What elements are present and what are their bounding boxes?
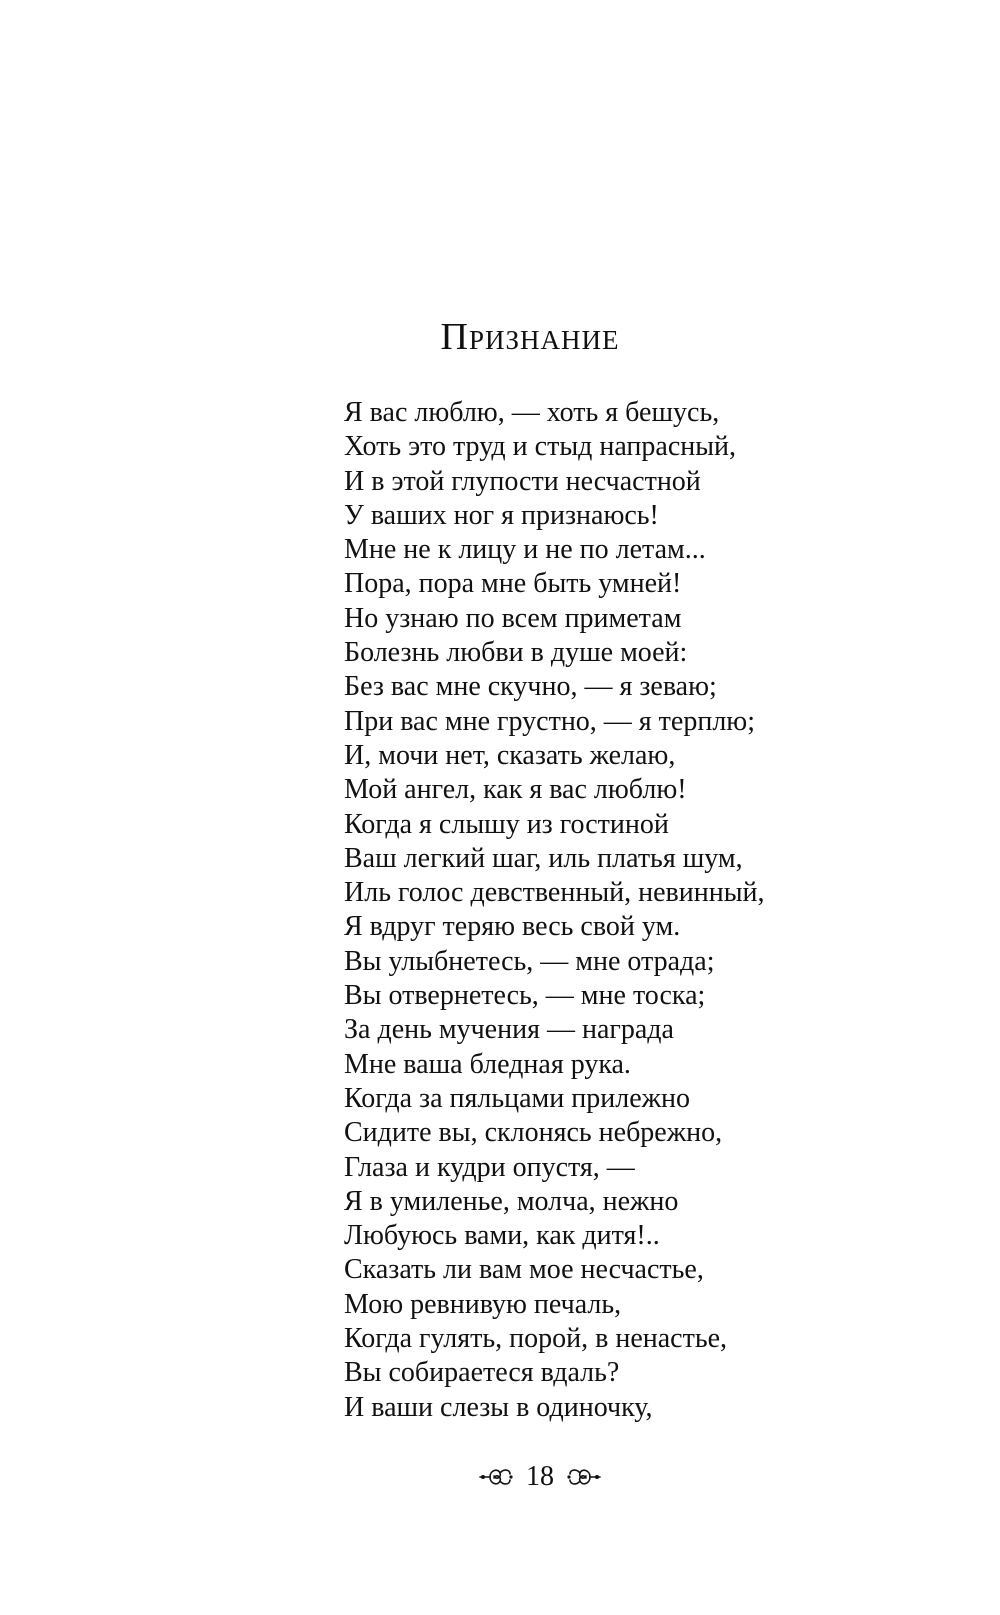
flourish-left-icon [478,1464,514,1490]
poem-line: Когда я слышу из гостиной [344,808,669,840]
poem-line: Вы отвернетесь, — мне тоска; [344,980,706,1012]
poem-line: Но узнаю по всем приметам [344,602,682,634]
poem-line: И в этой глупости несчастной [344,465,701,497]
poem-line: Я в умиленье, молча, нежно [344,1185,679,1217]
poem-line: За день мучения — награда [344,1014,674,1046]
poem-line: Мне ваша бледная рука. [344,1048,631,1080]
poem-line: Вы улыбнетесь, — мне отрада; [344,945,715,977]
poem-line: Сказать ли вам мое несчастье, [344,1254,704,1286]
poem-line: Сидите вы, склонясь небрежно, [344,1117,723,1149]
flourish-right-icon [566,1464,602,1490]
poem-line: Любуюсь вами, как дитя!.. [344,1220,660,1252]
poem-line: Я вдруг теряю весь свой ум. [344,911,681,943]
poem-line: У ваших ног я признаюсь! [344,499,659,531]
poem-line: Мне не к лицу и не по летам... [344,534,706,566]
poem-line: Без вас мне скучно, — я зеваю; [344,671,717,703]
page-footer [0,1460,1000,1494]
poem-line: При вас мне грустно, — я терплю; [344,705,756,737]
poem-title: Признание [440,316,620,358]
poem-line: Хоть это труд и стыд напрасный, [344,431,737,463]
poem-line: Когда за пяльцами прилежно [344,1082,690,1114]
poem-line: Болезнь любви в душе моей: [344,637,688,669]
poem-line: Я вас люблю, — хоть я бешусь, [344,397,720,428]
poem-line: И, мочи нет, сказать желаю, [344,739,676,771]
poem-line: Пора, пора мне быть умней! [344,568,682,600]
poem-line: Мой ангел, как я вас люблю! [344,774,687,806]
poem-line: Когда гулять, порой, в ненастье, [344,1323,728,1355]
page-number: 18 [526,1461,554,1492]
poem-body [344,396,765,1425]
poem-line: Ваш легкий шаг, иль платья шум, [344,842,743,874]
poem-line: Вы собираетеся вдаль? [344,1357,620,1389]
poem-line: И ваши слезы в одиночку, [344,1391,653,1423]
poem-line: Мою ревнивую печаль, [344,1288,622,1320]
poem-line: Глаза и кудри опустя, — [344,1151,635,1183]
poem-line: Иль голос девственный, невинный, [344,877,765,909]
